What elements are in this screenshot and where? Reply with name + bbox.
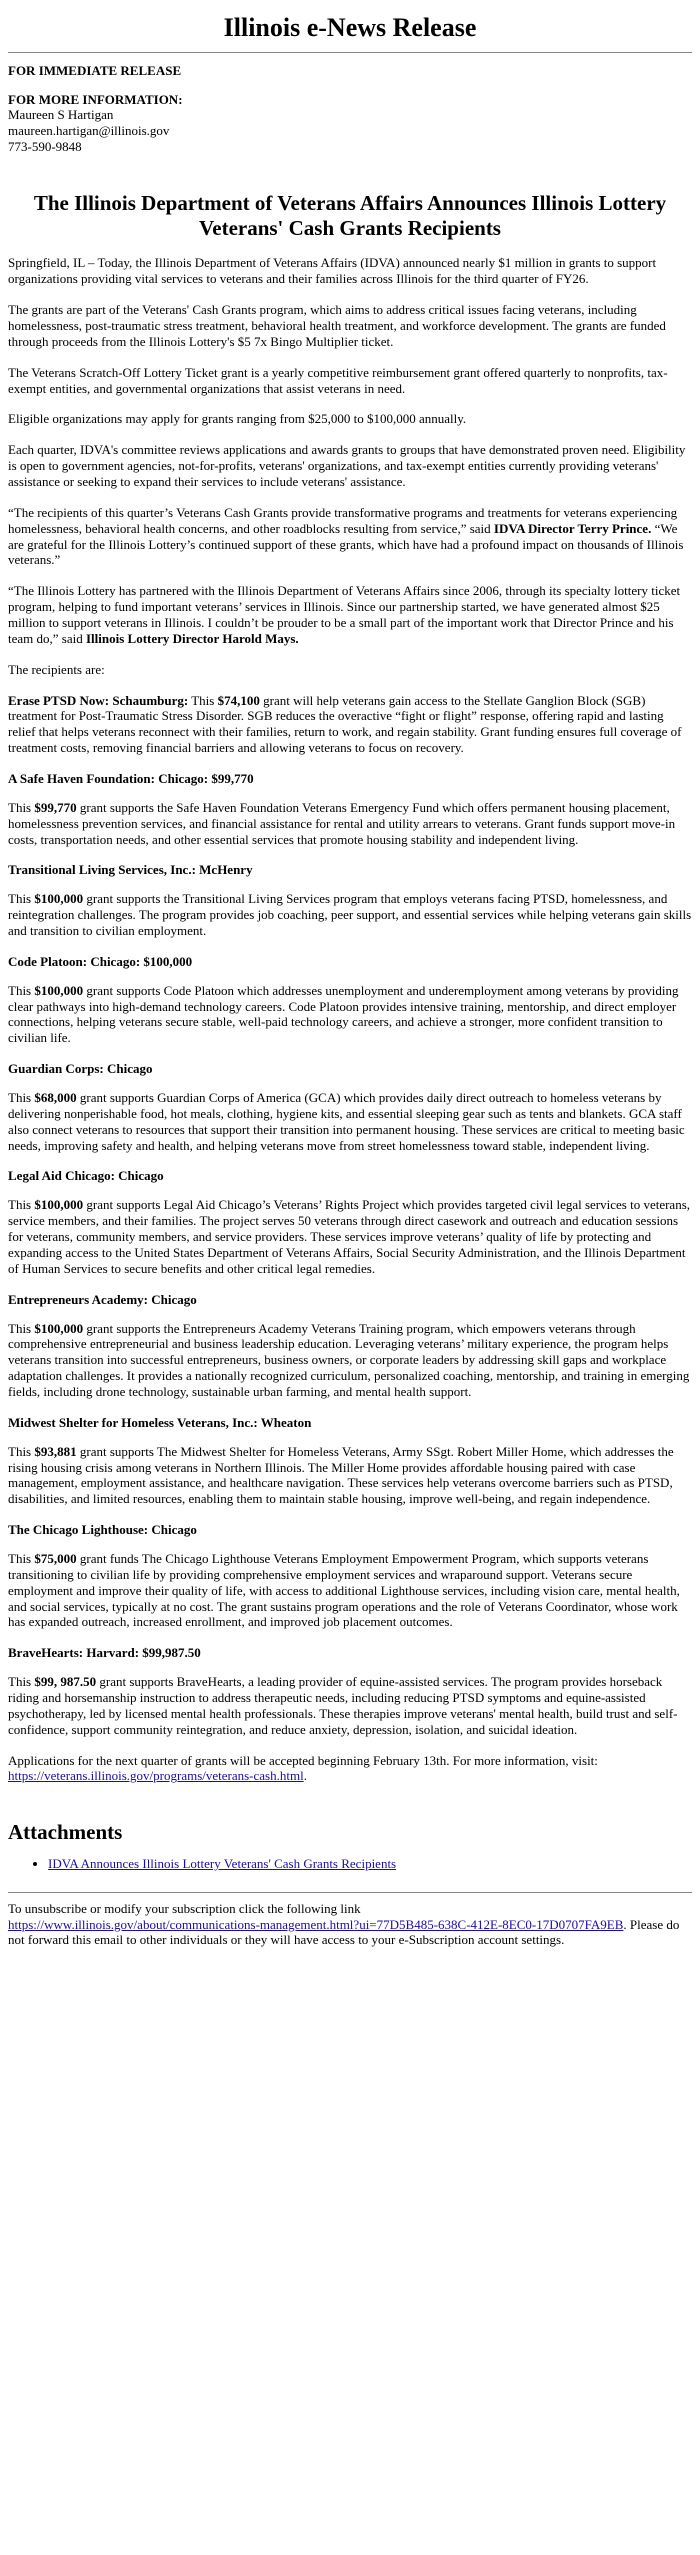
- masthead-title: Illinois e-News Release: [223, 13, 477, 42]
- grant-amount: $100,000: [34, 1320, 84, 1336]
- contact-email: maureen.hartigan@illinois.gov: [8, 123, 170, 139]
- paragraph-intro: Springfield, IL – Today, the Illinois Department of Veterans Affairs (IDVA) announced nearly $1 million in grants to support organizations providing vital services to veterans and their families across Illinois for the third quarter of FY26.: [8, 255, 657, 287]
- recipient-transitional-living: This $100,000 grant supports the Transitional Living Services program that employs veterans facing PTSD, homelessness, and reintegration challenges. The program provides job coaching, peer support, and essential services while helping veterans gain skills and transition to civilian employment.: [8, 891, 692, 939]
- article-headline: The Illinois Department of Veterans Affairs Announces Illinois Lottery Veterans' Cash Grants Recipients: [33, 191, 667, 241]
- attachment-link[interactable]: IDVA Announces Illinois Lottery Veterans' Cash Grants Recipients: [48, 1855, 397, 1871]
- grant-amount: $75,000: [34, 1550, 77, 1566]
- quote-text: “The recipients of this quarter’s Veterans Cash Grants provide transformative programs and treatments for veterans experiencing homelessness, behavioral health concerns, and other roadblocks resulting from service,” said: [8, 504, 678, 536]
- paragraph-program: The grants are part of the Veterans' Cash Grants program, which aims to address critical issues facing veterans, including homelessness, post-traumatic stress treatment, behavioral health treatment, and workforce development. The grants are funded through proceeds from the Illinois Lottery's $5 7x Bingo Multiplier ticket.: [8, 302, 666, 349]
- recipients-intro: The recipients are:: [8, 661, 105, 677]
- grant-amount: $100,000: [34, 982, 84, 998]
- release-meta: [8, 63, 692, 155]
- footer: [8, 1901, 692, 1949]
- quote-attribution: Illinois Lottery Director Harold Mays.: [85, 630, 299, 646]
- attachments-heading: Attachments: [8, 1820, 123, 1845]
- closing-paragraph: Applications for the next quarter of grants will be accepted beginning February 13th. For more information, visit: https://veterans.illinois.gov/programs/veterans-cash.html.: [8, 1752, 598, 1784]
- masthead-divider: [8, 52, 692, 53]
- veterans-cash-link[interactable]: https://veterans.illinois.gov/programs/veterans-cash.html: [8, 1768, 304, 1784]
- recipient-code-platoon: This $100,000 grant supports Code Platoon which addresses unemployment and underemployment among veterans by providing clear pathways into high-demand technology careers. Code Platoon provides intensive training, mentorship, and direct employer connections, helping veterans secure stable, well-paid technology careers, and achieve a stronger, more confident transition to civilian life.: [8, 982, 679, 1046]
- recipient-heading-chicago-lighthouse: The Chicago Lighthouse: Chicago: [8, 1522, 197, 1538]
- recipient-heading-bravehearts: BraveHearts: Harvard: $99,987.50: [8, 1645, 201, 1661]
- unsubscribe-link[interactable]: https://www.illinois.gov/about/communications-management.html?ui=77D5B485-638C-412E-8EC0-17D0707FA9EB: [8, 1916, 624, 1932]
- unsubscribe-line: [8, 1917, 692, 1949]
- quote-attribution: IDVA Director Terry Prince.: [493, 520, 652, 536]
- forward-warning: . Please do not forward this email to other individuals or they will have access to your e-Subscription account settings.: [8, 1916, 680, 1948]
- info-label: FOR MORE INFORMATION:: [8, 91, 183, 107]
- recipient-heading: Erase PTSD Now: Schaumburg:: [8, 692, 189, 708]
- grant-amount: $100,000: [34, 1197, 84, 1213]
- unsubscribe-text: To unsubscribe or modify your subscription click the following link: [8, 1900, 361, 1916]
- recipient-safe-haven: This $99,770 grant supports the Safe Haven Foundation Veterans Emergency Fund which offers permanent housing placement, homelessness prevention services, and financial assistance for rental and utility arrears to veterans. Grant funds support move-in costs, transportation needs, and other essential services that promote housing stability and independent living.: [8, 799, 676, 847]
- grant-amount: $99,770: [34, 799, 77, 815]
- footer-divider: [8, 1892, 692, 1893]
- recipient-erase-ptsd: Erase PTSD Now: Schaumburg: This $74,100 grant will help veterans gain access to the Stellate Ganglion Block (SGB) treatment for Post-Traumatic Stress Disorder. SGB reduces the overactive “fight or flight” response, offering rapid and lasting relief that helps veterans reconnect with their families, return to work, and regain stability. Grant funding ensures full coverage of treatment costs, removing financial barriers and allowing veterans to focus on recovery.: [8, 692, 682, 756]
- recipient-heading-entrepreneurs-academy: Entrepreneurs Academy: Chicago: [8, 1291, 197, 1307]
- recipient-heading-code-platoon: Code Platoon: Chicago: $100,000: [8, 953, 193, 969]
- attachments-list: [8, 1856, 692, 1872]
- contact-phone: 773-590-9848: [8, 139, 82, 155]
- grant-amount: $99, 987.50: [34, 1674, 97, 1690]
- recipient-chicago-lighthouse: This $75,000 grant funds The Chicago Lighthouse Veterans Employment Empowerment Program, which supports veterans transitioning to civilian life by providing comprehensive employment services and wraparound support. Veterans secure employment and improve their quality of life, with access to additional Lighthouse services, including vision care, mental health, and social services, typically at no cost. The grant sustains program operations and the role of Veterans Coordinator, whose work has expanded outreach, increased enrollment, and improved job placement outcomes.: [8, 1550, 680, 1630]
- paragraph-review: Each quarter, IDVA's committee reviews applications and awards grants to groups that have demonstrated proven need. Eligibility is open to government agencies, not-for-profits, veterans' organizations, and tax-exempt entities currently providing veterans' assistance or seeking to expand their services to include veterans' assistance.: [8, 442, 686, 489]
- quote-text: “We are grateful for the Illinois Lottery’s continued support of these grants, which have had a profound impact on thousands of Illinois veterans.”: [8, 520, 684, 568]
- quote-text: “The Illinois Lottery has partnered with the Illinois Department of Veterans Affairs since 2006, through its specialty lottery ticket program, helping to fund important veterans’ services in Illinois. Since our partnership started, we have generated almost $25 million to support veterans in Illinois. I couldn’t be prouder to be a small part of the important work that Director Prince and his team do,” said: [8, 583, 681, 646]
- grant-amount: $100,000: [34, 891, 84, 907]
- paragraph-grant-type: The Veterans Scratch-Off Lottery Ticket grant is a yearly competitive reimbursement grant offered quarterly to nonprofits, tax-exempt entities, and governmental organizations that assist veterans in need.: [8, 364, 668, 396]
- recipient-midwest-shelter: This $93,881 grant supports The Midwest Shelter for Homeless Veterans, Army SSgt. Robert Miller Home, which addresses the rising housing crisis among veterans in Northern Illinois. The Miller Home provides affordable housing paired with case management, employment assistance, and healthcare navigation. These services help veterans overcome barriers such as PTSD, disabilities, and limited resources, enabling them to maintain stable housing, improve well-being, and regain independence.: [8, 1443, 674, 1507]
- quote-director-prince: [8, 505, 692, 568]
- recipient-heading-transitional-living: Transitional Living Services, Inc.: McHenry: [8, 862, 253, 878]
- quote-director-mays: [8, 583, 692, 646]
- recipient-legal-aid: This $100,000 grant supports Legal Aid Chicago’s Veterans’ Rights Project which provides targeted civil legal services to veterans, service members, and their families. The project serves 50 veterans through direct casework and outreach and education sessions for veterans, community members, and service providers. These services improve veterans’ quality of life by protecting and expanding access to the United States Department of Veterans Affairs, Social Security Administration, and the Illinois Department of Human Services to secure benefits and other critical legal remedies.: [8, 1197, 691, 1276]
- recipient-bravehearts: This $99, 987.50 grant supports BraveHearts, a leading provider of equine-assisted services. The program provides horseback riding and horsemanship instruction to address therapeutic needs, including reducing PTSD symptoms and equine-assisted psychotherapy, led by licensed mental health professionals. These therapies improve veterans' mental health, build trust and self-confidence, support community reintegration, and reduce anxiety, depression, isolation, and suicidal ideation.: [8, 1674, 678, 1737]
- attachment-item: [48, 1856, 692, 1872]
- recipient-heading-safe-haven: A Safe Haven Foundation: Chicago: $99,770: [8, 771, 254, 787]
- recipient-heading-guardian-corps: Guardian Corps: Chicago: [8, 1061, 153, 1077]
- grant-amount: $93,881: [34, 1443, 77, 1459]
- recipient-heading-midwest-shelter: Midwest Shelter for Homeless Veterans, Inc.: Wheaton: [8, 1414, 312, 1430]
- recipient-entrepreneurs-academy: This $100,000 grant supports the Entrepreneurs Academy Veterans Training program, which empowers veterans through comprehensive entrepreneurial and business leadership education. Leveraging veterans’ military experience, the program helps veterans transition into successful entrepreneurs, business owners, or corporate leaders by addressing skill gaps and workplace adaptation challenges. It provides a nationally recognized curriculum, personalized coaching, mentorship, and training in emerging fields, including drone technology, sustainable urban farming, and mental health support.: [8, 1320, 690, 1399]
- release-label: FOR IMMEDIATE RELEASE: [8, 62, 182, 78]
- recipient-heading-legal-aid: Legal Aid Chicago: Chicago: [8, 1168, 164, 1184]
- grant-amount: $74,100: [217, 692, 260, 708]
- paragraph-eligibility-range: Eligible organizations may apply for grants ranging from $25,000 to $100,000 annually.: [8, 411, 467, 427]
- grant-amount: $68,000: [34, 1090, 77, 1106]
- recipient-guardian-corps: This $68,000 grant supports Guardian Corps of America (GCA) which provides daily direct outreach to homeless veterans by delivering nonperishable food, hot meals, clothing, hygiene kits, and essential sleeping gear such as tents and blankets. GCA staff also connect veterans to resources that support their transition into permanent housing. These services are critical to meeting basic needs, improving safety and health, and helping veterans move from street homelessness toward stable, independent living.: [8, 1090, 685, 1153]
- contact-name: Maureen S Hartigan: [8, 107, 114, 123]
